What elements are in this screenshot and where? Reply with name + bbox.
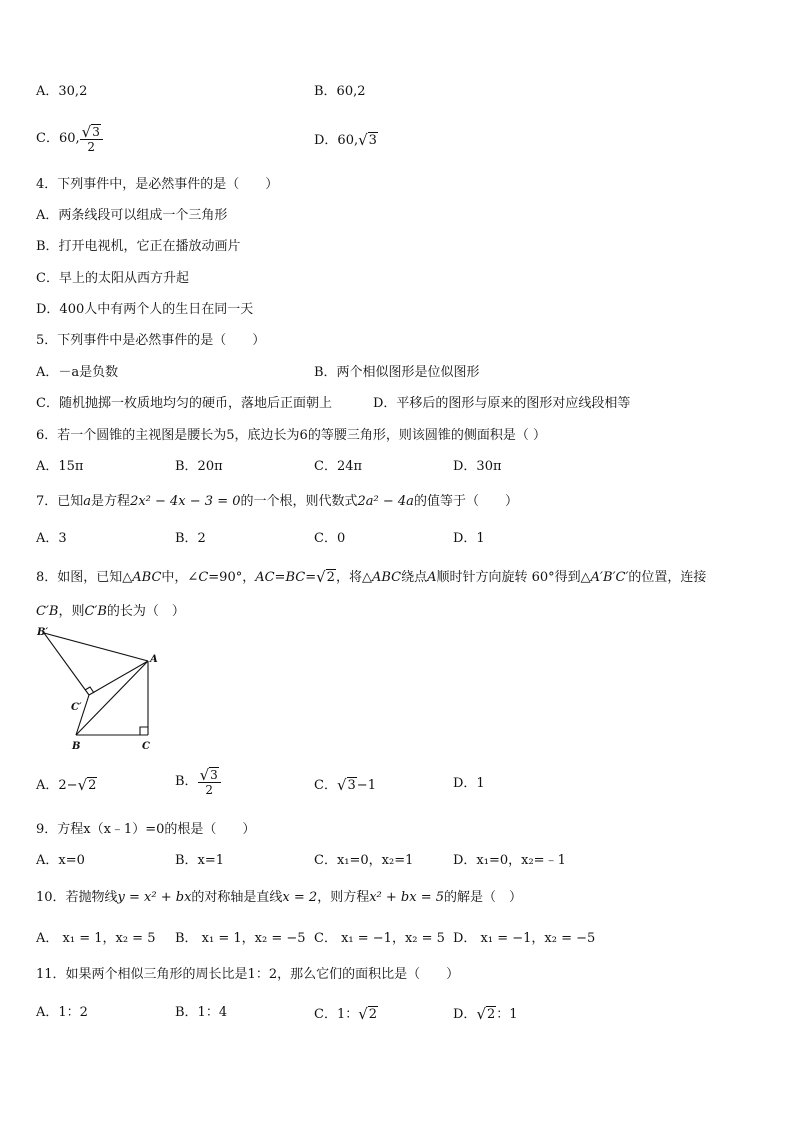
- q7-option-d: D．1: [453, 531, 485, 546]
- q4-stem: 4．下列事件中，是必然事件的是（ ）: [36, 177, 279, 192]
- q6-option-d: D．30π: [453, 459, 502, 474]
- q4-option-b: B．打开电视机，它正在播放动画片: [36, 239, 241, 254]
- q8-option-a: A．2−√2: [36, 776, 97, 794]
- q10-option-a: A． x₁ = 1，x₂ = 5: [36, 931, 156, 946]
- label-a: A: [150, 654, 158, 665]
- q5-option-d: D．平移后的图形与原来的图形对应线段相等: [373, 396, 631, 411]
- q8-stem-line2: C′B，则C′B的长为（ ）: [36, 604, 185, 619]
- q9-option-d: D．x₁=0，x₂=﹣1: [453, 853, 566, 868]
- right-angle-mark-c: [140, 727, 148, 735]
- rotation-triangle-diagram: [34, 625, 164, 755]
- q6-stem: 6．若一个圆锥的主视图是腰长为5，底边长为6的等腰三角形，则该圆锥的侧面积是（ ）: [36, 428, 546, 443]
- label-b-prime: B′: [37, 627, 49, 638]
- q9-stem: 9．方程x（x﹣1）=0的根是（ ）: [36, 822, 256, 837]
- label-c: C: [142, 741, 150, 752]
- q3-option-d: D．60,√3: [314, 131, 377, 149]
- segment-b1-a: [44, 633, 148, 661]
- q5-option-a: A．－a是负数: [36, 365, 119, 380]
- q3-option-c: C．60, $\frac{√3}{2}$: [36, 122, 103, 156]
- q6-option-b: B．20π: [175, 459, 223, 474]
- segment-b-a: [76, 661, 148, 735]
- segment-c1-a: [89, 661, 148, 695]
- q8-option-d: D．1: [453, 776, 485, 791]
- q8-stem-line1: 8．如图，已知△ABC中，∠C=90°，AC=BC=√2，将△ABC绕点A顺时针方向旋转 60°得到△A′B′C′的位置，连接: [36, 568, 707, 586]
- q9-option-a: A．x=0: [36, 853, 85, 868]
- q4-option-a: A．两条线段可以组成一个三角形: [36, 208, 228, 223]
- label-c-prime: C′: [71, 702, 82, 713]
- q7-option-a: A．3: [36, 531, 67, 546]
- q8-option-b: B． $\frac{√3}{2}$: [175, 765, 221, 799]
- q9-option-c: C．x₁=0，x₂=1: [314, 853, 414, 868]
- q5-option-c: C．随机抛掷一枚质地均匀的硬币，落地后正面朝上: [36, 396, 332, 411]
- q7-option-b: B．2: [175, 531, 206, 546]
- q5-stem: 5．下列事件中是必然事件的是（ ）: [36, 333, 266, 348]
- q11-option-d: D．√2：1: [453, 1005, 518, 1023]
- q7-stem: 7．已知a是方程2x² − 4x − 3 = 0的一个根，则代数式2a² − 4a的值等于（ ）: [36, 494, 518, 509]
- q11-stem: 11．如果两个相似三角形的周长比是1：2，那么它们的面积比是（ ）: [36, 967, 460, 982]
- segment-b1-c1: [44, 633, 89, 695]
- q11-option-b: B．1：4: [175, 1005, 228, 1020]
- label-b: B: [72, 741, 81, 752]
- q10-stem: 10．若抛物线y = x² + bx的对称轴是直线x = 2，则方程x² + bx = 5的解是（ ）: [36, 890, 523, 905]
- q10-option-c: C． x₁ = −1，x₂ = 5: [314, 931, 445, 946]
- q3-option-b: B．60,2: [314, 84, 366, 99]
- q5-option-b: B．两个相似图形是位似图形: [314, 365, 480, 380]
- q10-option-d: D． x₁ = −1，x₂ = −5: [453, 931, 596, 946]
- q10-option-b: B． x₁ = 1，x₂ = −5: [175, 931, 306, 946]
- q9-option-b: B．x=1: [175, 853, 225, 868]
- q4-option-d: D．400人中有两个人的生日在同一天: [36, 302, 254, 317]
- q11-option-a: A．1：2: [36, 1005, 88, 1020]
- q3-option-a: A．30,2: [36, 84, 88, 99]
- q4-option-c: C．早上的太阳从西方升起: [36, 271, 189, 286]
- q6-option-c: C．24π: [314, 459, 363, 474]
- q8-option-c: C．√3−1: [314, 776, 376, 794]
- q11-option-c: C．1：√2: [314, 1005, 378, 1023]
- q6-option-a: A．15π: [36, 459, 84, 474]
- q7-option-c: C．0: [314, 531, 346, 546]
